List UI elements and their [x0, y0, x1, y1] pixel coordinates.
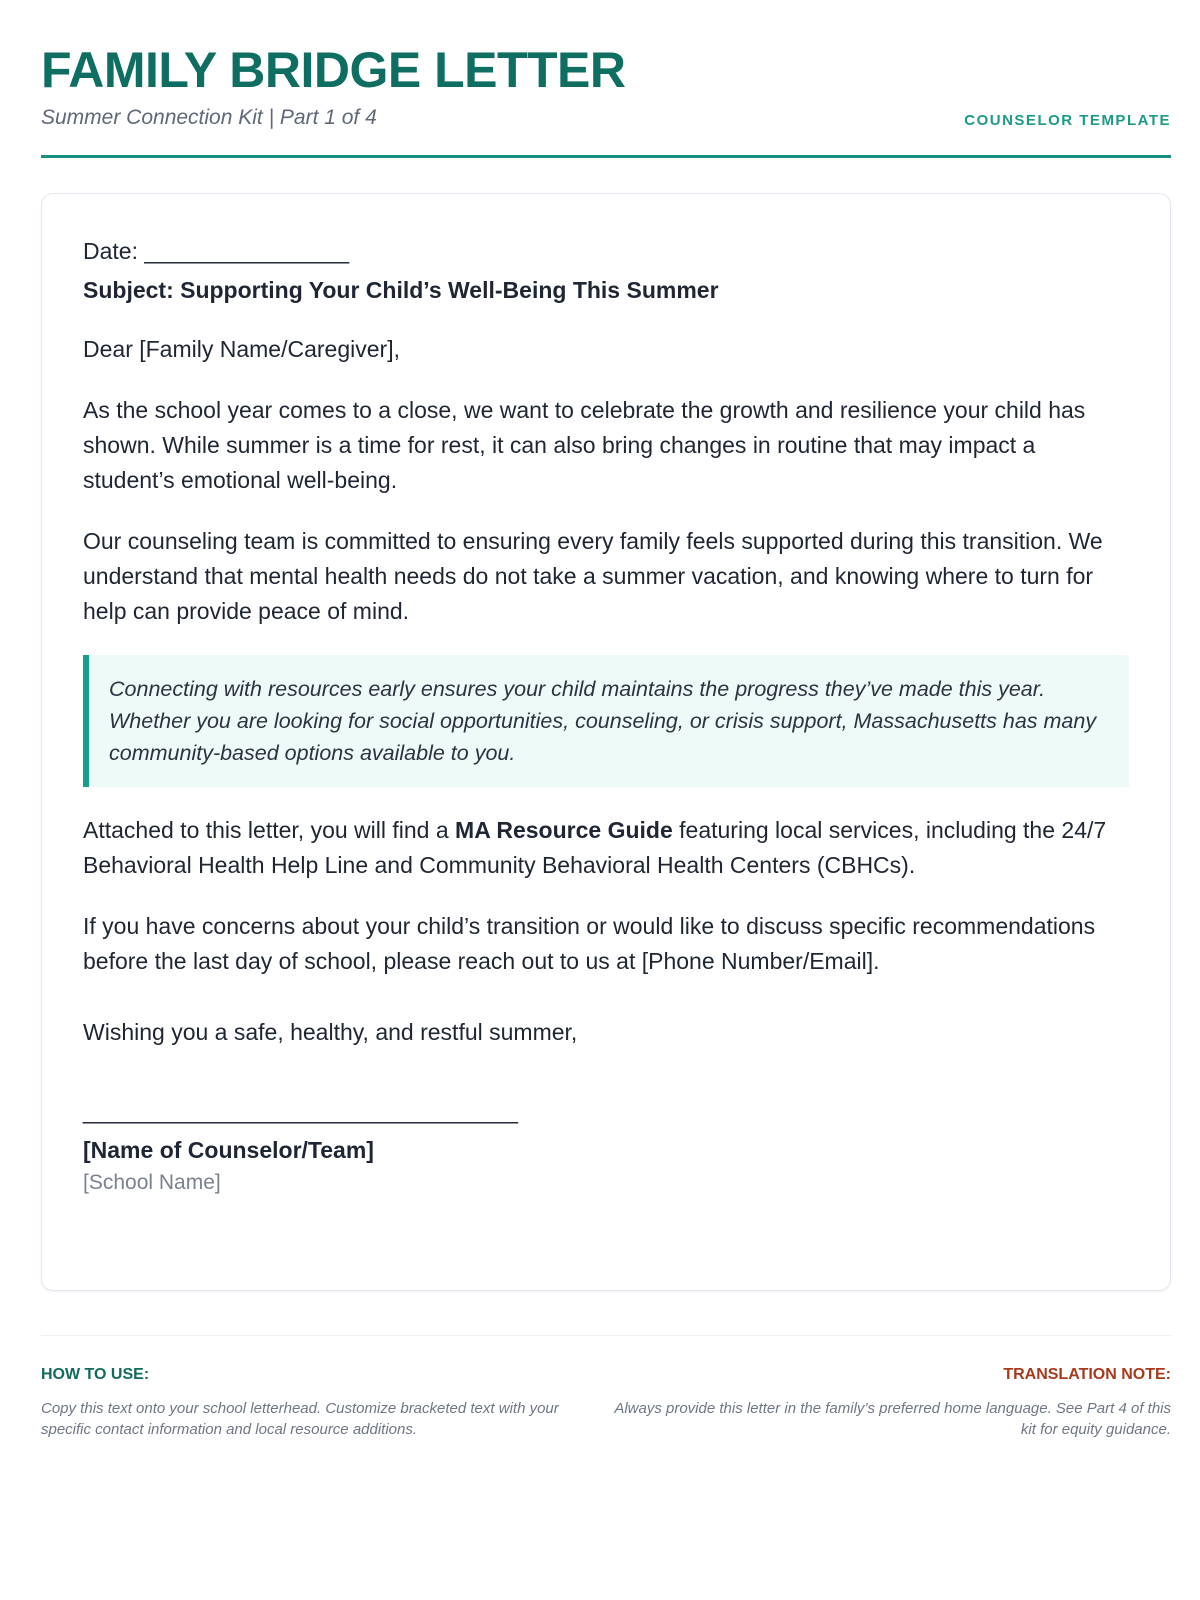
how-to-use-text: Copy this text onto your school letterhead. Customize bracketed text with your specific contact information and local resource additions.: [41, 1400, 559, 1438]
paragraph-2: Our counseling team is committed to ensuring every family feels supported during this transition. We understand that mental health needs do not take a summer vacation, and knowing where to turn for help can provide peace of mind.: [83, 528, 1103, 624]
page-title: FAMILY BRIDGE LETTER: [41, 42, 626, 98]
paragraph-1: As the school year comes to a close, we want to celebrate the growth and resilience your child has shown. While summer is a time for rest, it can also bring changes in routine that may impact a student’s emotional well-being.: [83, 397, 1086, 493]
how-to-use-heading: HOW TO USE:: [41, 1366, 150, 1383]
letter-card: [41, 193, 1171, 1291]
greeting: Dear [Family Name/Caregiver],: [83, 336, 400, 362]
closing: Wishing you a safe, healthy, and restful summer,: [83, 1019, 578, 1045]
resource-guide-name: MA Resource Guide: [455, 817, 673, 843]
callout-quote: Connecting with resources early ensures your child maintains the progress they’ve made this year. Whether you are looking for social opportunities, counseling, or crisis support, Massachusetts has many community-based options available to you.: [83, 655, 1129, 787]
signer-name: [Name of Counselor/Team]: [83, 1137, 374, 1163]
footer-divider: [41, 1335, 1171, 1336]
document-header: [41, 40, 1171, 158]
signature-line: __________________________________: [83, 1098, 518, 1124]
p3-text: Attached to this letter, you will find a: [83, 817, 456, 843]
translation-note: [611, 1366, 1171, 1440]
template-badge: COUNSELOR TEMPLATE: [964, 112, 1171, 129]
how-to-use-note: [41, 1366, 601, 1440]
page-subtitle: Summer Connection Kit | Part 1 of 4: [41, 106, 377, 129]
date-line: Date: ________________: [83, 238, 350, 264]
subject-line: Subject: Supporting Your Child’s Well-Being This Summer: [83, 277, 719, 303]
paragraph-3: [83, 813, 1129, 883]
translation-text: Always provide this letter in the family’s preferred home language. See Part 4 of this kit for equity guidance.: [614, 1400, 1171, 1438]
school-name: [School Name]: [83, 1171, 221, 1194]
paragraph-4: If you have concerns about your child’s transition or would like to discuss specific recommendations before the last day of school, please reach out to us at [Phone Number/Email].: [83, 913, 1096, 974]
p3-text-end: featuring local services, including the 24/7 Behavioral Health Help Line and Community Behavioral Health Centers (CBHCs).: [83, 817, 1107, 878]
translation-heading: TRANSLATION NOTE:: [1003, 1366, 1171, 1383]
